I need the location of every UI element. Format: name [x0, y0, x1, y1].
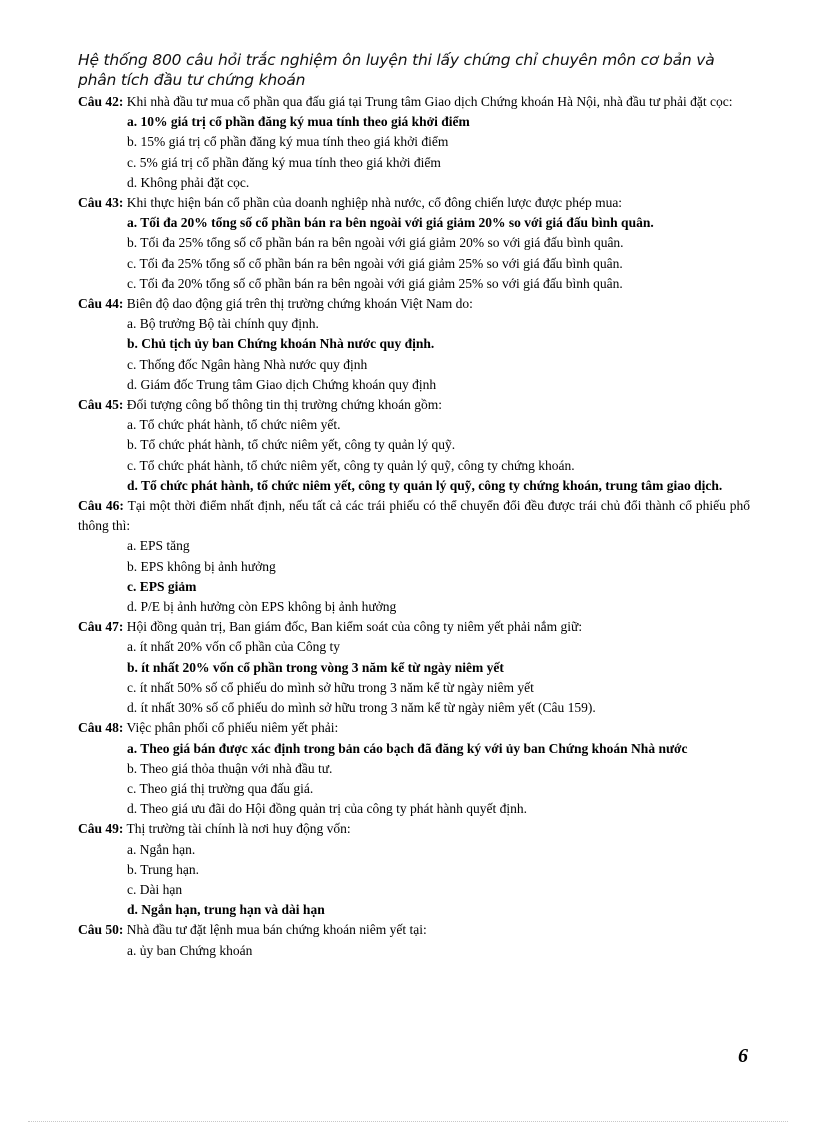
answer-option: c. Tối đa 20% tổng số cổ phần bán ra bên ngoài với giá giảm 25% so với giá đấu bình quân.: [127, 275, 623, 291]
answer-option: c. ít nhất 50% số cổ phiếu do mình sở hữu trong 3 năm kể từ ngày niêm yết: [127, 679, 534, 695]
question-number: Câu 49:: [78, 821, 124, 837]
question-block: [78, 920, 750, 960]
question-block: [78, 496, 750, 617]
answer-option-correct: b. ít nhất 20% vốn cổ phần trong vòng 3 năm kể từ ngày niêm yết: [127, 659, 504, 675]
answer-option: a. ít nhất 20% vốn cổ phần của Công ty: [127, 639, 340, 655]
answer-option-correct: a. 10% giá trị cổ phần đăng ký mua tính theo giá khởi điểm: [127, 114, 470, 130]
answer-option: c. 5% giá trị cổ phần đăng ký mua tính theo giá khởi điểm: [127, 154, 441, 170]
question-text: Hội đồng quản trị, Ban giám đốc, Ban kiểm soát của công ty niêm yết phải nắm giữ:: [126, 619, 583, 635]
answer-option: b. Tổ chức phát hành, tổ chức niêm yết, công ty quản lý quỹ.: [127, 437, 456, 453]
question-text: Việc phân phối cổ phiếu niêm yết phải:: [126, 720, 339, 736]
answer-option-correct: a. Theo giá bán được xác định trong bản cáo bạch đã đăng ký với ủy ban Chứng khoán Nhà nước: [127, 740, 688, 756]
answer-option: b. Trung hạn.: [127, 861, 200, 877]
answer-option: d. Theo giá ưu đãi do Hội đồng quản trị của công ty phát hành quyết định.: [127, 801, 527, 817]
answer-option-correct: b. Chủ tịch ủy ban Chứng khoán Nhà nước quy định.: [127, 336, 435, 352]
document-header: Hệ thống 800 câu hỏi trắc nghiệm ôn luyện thi lấy chứng chỉ chuyên môn cơ bản và phân tích đầu tư chứng khoán: [78, 51, 715, 89]
question-block: [78, 193, 750, 294]
answer-option: a. Bộ trưởng Bộ tài chính quy định.: [127, 316, 319, 332]
answer-option: c. Theo giá thị trường qua đấu giá.: [127, 780, 314, 796]
answer-option: b. Tối đa 25% tổng số cổ phần bán ra bên ngoài với giá giảm 20% so với giá đấu bình quân.: [127, 235, 624, 251]
question-block: [78, 395, 750, 496]
answer-option-correct: d. Tổ chức phát hành, tổ chức niêm yết, công ty quản lý quỹ, công ty chứng khoán, trung tâm giao dịch.: [127, 477, 723, 493]
question-stem: [78, 496, 750, 536]
question-text: Nhà đầu tư đặt lệnh mua bán chứng khoán niêm yết tại:: [126, 922, 427, 938]
question-text: Khi thực hiện bán cổ phần của doanh nghiệp nhà nước, cổ đông chiến lược được phép mua:: [126, 195, 623, 211]
answer-option: d. Giám đốc Trung tâm Giao dịch Chứng khoán quy định: [127, 376, 437, 392]
answer-option: a. ủy ban Chứng khoán: [127, 942, 253, 958]
question-text: Biên độ dao động giá trên thị trường chứng khoán Việt Nam do:: [126, 296, 473, 312]
answer-option: b. Theo giá thỏa thuận với nhà đầu tư.: [127, 760, 333, 776]
question-stem: [78, 617, 750, 637]
question-block: [78, 617, 750, 718]
answer-option-correct: c. EPS giảm: [127, 578, 197, 594]
answer-option: b. 15% giá trị cổ phần đăng ký mua tính theo giá khởi điểm: [127, 134, 449, 150]
question-block: [78, 294, 750, 395]
question-number: Câu 42:: [78, 94, 124, 109]
document-page: [78, 50, 750, 961]
question-number: Câu 45:: [78, 397, 124, 413]
answer-option: c. Dài hạn: [127, 881, 183, 897]
answer-option-correct: d. Ngắn hạn, trung hạn và dài hạn: [127, 902, 325, 918]
question-block: [78, 92, 750, 193]
question-stem: [78, 395, 750, 415]
question-text: Đối tượng công bố thông tin thị trường chứng khoán gồm:: [126, 397, 442, 413]
answer-option: d. ít nhất 30% số cổ phiếu do mình sở hữu trong 3 năm kể từ ngày niêm yết (Câu 159).: [127, 700, 596, 716]
question-number: Câu 44:: [78, 296, 124, 312]
answer-option: a. Tổ chức phát hành, tổ chức niêm yết.: [127, 417, 341, 433]
answer-option-correct: a. Tối đa 20% tổng số cổ phần bán ra bên ngoài với giá giảm 20% so với giá đấu bình quân.: [127, 215, 654, 231]
answer-option: d. P/E bị ảnh hưởng còn EPS không bị ảnh hưởng: [127, 599, 397, 615]
question-text: Tại một thời điểm nhất định, nếu tất cả các trái phiếu có thể chuyển đổi đều được trái chủ đổi thành cổ phiếu phổ thông thì:: [78, 498, 750, 534]
question-stem: [78, 920, 750, 940]
question-number: Câu 46:: [78, 498, 124, 514]
question-stem: [78, 193, 750, 213]
question-stem: [78, 294, 750, 314]
answer-option: c. Thống đốc Ngân hàng Nhà nước quy định: [127, 356, 368, 372]
question-stem: [78, 819, 750, 839]
question-block: [78, 819, 750, 920]
question-stem: [78, 92, 750, 112]
answer-option: c. Tối đa 25% tổng số cổ phần bán ra bên ngoài với giá giảm 25% so với giá đấu bình quân.: [127, 255, 623, 271]
question-text: Thị trường tài chính là nơi huy động vốn:: [126, 821, 351, 837]
question-number: Câu 47:: [78, 619, 124, 635]
question-text: Khi nhà đầu tư mua cổ phần qua đấu giá tại Trung tâm Giao dịch Chứng khoán Hà Nội, nhà đầu tư phải đặt cọc:: [126, 94, 733, 109]
question-list: [78, 92, 750, 961]
answer-option: d. Không phải đặt cọc.: [127, 174, 250, 190]
question-number: Câu 48:: [78, 720, 124, 736]
page-number: 6: [738, 1045, 748, 1067]
question-number: Câu 43:: [78, 195, 124, 211]
page-bottom-divider: [28, 1121, 788, 1122]
answer-option: a. Ngắn hạn.: [127, 841, 196, 857]
question-block: [78, 718, 750, 819]
question-stem: [78, 718, 750, 738]
question-number: Câu 50:: [78, 922, 124, 938]
answer-option: a. EPS tăng: [127, 538, 190, 554]
answer-option: c. Tổ chức phát hành, tổ chức niêm yết, công ty quản lý quỹ, công ty chứng khoán.: [127, 457, 575, 473]
answer-option: b. EPS không bị ảnh hưởng: [127, 558, 276, 574]
